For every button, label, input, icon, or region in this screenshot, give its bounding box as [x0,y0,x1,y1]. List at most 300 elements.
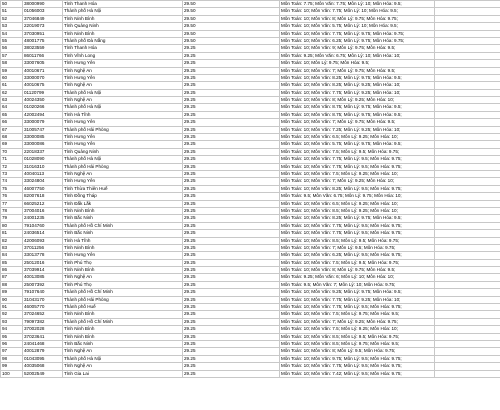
cell-subject-scores[interactable]: Môn Toán: 10; Môn Văn: 6.5; Môn Lý: 9.25; Môn Hóa: 10; [280,134,435,141]
cell-province[interactable]: Tỉnh Hưng Yên [63,178,183,185]
cell-empty[interactable] [435,148,500,155]
cell-total-score[interactable]: 29.25 [183,348,280,355]
cell-candidate-id[interactable]: 40013085 [23,274,63,281]
cell-empty[interactable] [435,141,500,148]
cell-candidate-id[interactable]: 33024804 [23,178,63,185]
cell-province[interactable]: Tỉnh Hà Tĩnh [63,111,183,118]
cell-empty[interactable] [435,289,500,296]
cell-total-score[interactable]: 29.25 [183,170,280,177]
cell-subject-scores[interactable]: Môn Toán: 10; Môn Văn: 7; Môn Lý: 9.75; Môn Hóa: 9.5; [280,67,435,74]
cell-subject-scores[interactable]: Môn Toán: 10; Môn Văn: 7.75; Môn Lý: 9.25; Môn Hóa: 10; [280,89,435,96]
cell-empty[interactable] [435,45,500,52]
cell-province[interactable]: Thành phố Hồ Chí Minh [63,222,183,229]
cell-subject-scores[interactable]: Môn Toán: 10; Môn Văn: 8.75; Môn Lý: 9.75; Môn Hóa: 9.5; [280,104,435,111]
cell-rank[interactable]: 99 [1,363,23,370]
cell-total-score[interactable]: 29.25 [183,215,280,222]
cell-subject-scores[interactable]: Môn Toán: 10; Môn Văn: 7.75; Môn Lý: 9.5; Môn Hóa: 9.75; [280,222,435,229]
cell-subject-scores[interactable]: Môn Toán: 9.5; Môn Văn: 7; Môn Lý: 10; Môn Hóa: 9.75; [280,281,435,288]
cell-subject-scores[interactable]: Môn Toán: 10; Môn Văn: 8; Môn Lý: 9.75; Môn Hóa: 9.5; [280,267,435,274]
cell-empty[interactable] [435,74,500,81]
cell-candidate-id[interactable]: 46005770 [23,304,63,311]
cell-empty[interactable] [435,215,500,222]
cell-empty[interactable] [435,333,500,340]
cell-total-score[interactable]: 29.25 [183,111,280,118]
cell-rank[interactable]: 69 [1,141,23,148]
cell-rank[interactable]: 78 [1,207,23,214]
cell-subject-scores[interactable]: Môn Toán: 9.5; Môn Văn: 6.75; Môn Lý: 9.75; Môn Hóa: 10; [280,193,435,200]
cell-total-score[interactable]: 29.25 [183,141,280,148]
cell-province[interactable]: Tỉnh Đồng Tháp [63,193,183,200]
cell-empty[interactable] [435,222,500,229]
cell-subject-scores[interactable]: Môn Toán: 10; Môn Văn: 7.5; Môn Lý: 9.5; Môn Hóa: 9.75; [280,259,435,266]
cell-total-score[interactable]: 29.25 [183,296,280,303]
cell-province[interactable]: Thành phố Hà Nội [63,104,183,111]
cell-empty[interactable] [435,370,500,377]
cell-subject-scores[interactable]: Môn Toán: 10; Môn Văn: 6.25; Môn Lý: 9.5; Môn Hóa: 9.75; [280,252,435,259]
cell-subject-scores[interactable]: Môn Toán: 10; Môn Văn: 7.75; Môn Lý: 9.25; Môn Hóa: 10; [280,296,435,303]
cell-rank[interactable]: 72 [1,163,23,170]
cell-subject-scores[interactable]: Môn Toán: 10; Môn Văn: 5.75; Môn Lý: 9.75; Môn Hóa: 9.5; [280,141,435,148]
cell-rank[interactable]: 74 [1,178,23,185]
cell-candidate-id[interactable]: 79104760 [23,222,63,229]
cell-total-score[interactable]: 29.25 [183,200,280,207]
cell-total-score[interactable]: 29.25 [183,148,280,155]
cell-total-score[interactable]: 29.25 [183,222,280,229]
cell-empty[interactable] [435,111,500,118]
cell-candidate-id[interactable]: 38023559 [23,45,63,52]
cell-province[interactable]: Tỉnh Hưng Yên [63,74,183,81]
cell-candidate-id[interactable]: 01020266 [23,104,63,111]
cell-candidate-id[interactable]: 37011256 [23,244,63,251]
cell-empty[interactable] [435,30,500,37]
cell-total-score[interactable]: 29.50 [183,15,280,22]
cell-subject-scores[interactable]: Môn Toán: 10; Môn Văn: 7.5; Môn Lý: 9.25; Môn Hóa: 10; [280,170,435,177]
cell-rank[interactable]: 94 [1,326,23,333]
cell-province[interactable]: Thành phố Hải Phòng [63,163,183,170]
cell-candidate-id[interactable]: 37030951 [23,30,63,37]
cell-empty[interactable] [435,1,500,8]
cell-total-score[interactable]: 29.25 [183,363,280,370]
cell-province[interactable]: Tỉnh Hưng Yên [63,141,183,148]
cell-candidate-id[interactable]: 25007392 [23,281,63,288]
cell-empty[interactable] [435,267,500,274]
cell-subject-scores[interactable]: Môn Toán: 10; Môn Văn: 7.42; Môn Lý: 9.5; Môn Hóa: 9.75; [280,370,435,377]
cell-empty[interactable] [435,119,500,126]
cell-rank[interactable]: 90 [1,296,23,303]
cell-rank[interactable]: 98 [1,355,23,362]
cell-rank[interactable]: 80 [1,222,23,229]
cell-province[interactable]: Tỉnh Ninh Bình [63,30,183,37]
cell-candidate-id[interactable]: 40035068 [23,363,63,370]
cell-province[interactable]: Tỉnh Ninh Bình [63,244,183,251]
cell-total-score[interactable]: 29.25 [183,304,280,311]
cell-subject-scores[interactable]: Môn Toán: 10; Môn Văn: 7.75; Môn Lý: 9.5; Môn Hóa: 9.75; [280,163,435,170]
cell-empty[interactable] [435,15,500,22]
cell-total-score[interactable]: 29.25 [183,89,280,96]
cell-rank[interactable]: 73 [1,170,23,177]
cell-candidate-id[interactable]: 37023641 [23,333,63,340]
cell-subject-scores[interactable]: Môn Toán: 10; Môn Văn: 8.25; Môn Lý: 9.75; Môn Hóa: 9.5; [280,215,435,222]
cell-province[interactable]: Thành phố Hà Nội [63,156,183,163]
cell-total-score[interactable]: 29.25 [183,82,280,89]
cell-candidate-id[interactable]: 01043095 [23,355,63,362]
cell-candidate-id[interactable]: 33000086 [23,141,63,148]
cell-candidate-id[interactable]: 31016310 [23,163,63,170]
cell-province[interactable]: Tỉnh Nghệ An [63,363,183,370]
cell-empty[interactable] [435,193,500,200]
cell-candidate-id[interactable]: 33000085 [23,134,63,141]
cell-total-score[interactable]: 29.25 [183,259,280,266]
cell-subject-scores[interactable]: Môn Toán: 10; Môn Văn: 8; Môn Lý: 9.75; Môn Hóa: 9.75; [280,15,435,22]
cell-total-score[interactable]: 29.25 [183,355,280,362]
cell-empty[interactable] [435,89,500,96]
cell-province[interactable]: Tỉnh Nghệ An [63,97,183,104]
cell-candidate-id[interactable]: 31043170 [23,296,63,303]
cell-subject-scores[interactable]: Môn Toán: 7.75; Môn Văn: 7.75; Môn Lý: 10; Môn Hóa: 9.5; [280,1,435,8]
cell-empty[interactable] [435,326,500,333]
cell-rank[interactable]: 71 [1,156,23,163]
cell-empty[interactable] [435,311,500,318]
cell-candidate-id[interactable]: 86011766 [23,52,63,59]
cell-subject-scores[interactable]: Môn Toán: 10; Môn Văn: 7.75; Môn Lý: 9.5; Môn Hóa: 9.75; [280,304,435,311]
cell-empty[interactable] [435,170,500,177]
cell-total-score[interactable]: 29.25 [183,370,280,377]
cell-empty[interactable] [435,8,500,15]
cell-rank[interactable]: 88 [1,281,23,288]
cell-province[interactable]: Tỉnh Hưng Yên [63,134,183,141]
cell-total-score[interactable]: 29.25 [183,289,280,296]
cell-empty[interactable] [435,200,500,207]
cell-province[interactable]: Thành phố Hải Phòng [63,126,183,133]
cell-candidate-id[interactable]: 24036514 [23,230,63,237]
cell-total-score[interactable]: 29.50 [183,23,280,30]
cell-subject-scores[interactable]: Môn Toán: 10; Môn Văn: 7.75; Môn Lý: 10; Môn Hóa: 9.5; [280,8,435,15]
cell-total-score[interactable]: 29.25 [183,178,280,185]
cell-total-score[interactable]: 29.25 [183,156,280,163]
cell-province[interactable]: Tỉnh Quảng Ninh [63,23,183,30]
cell-rank[interactable]: 81 [1,230,23,237]
cell-candidate-id[interactable]: 42002494 [23,111,63,118]
cell-total-score[interactable]: 29.25 [183,244,280,251]
cell-empty[interactable] [435,318,500,325]
cell-province[interactable]: Tỉnh Thanh Hóa [63,45,183,52]
cell-rank[interactable]: 77 [1,200,23,207]
cell-subject-scores[interactable]: Môn Toán: 10; Môn Văn: 9.25; Môn Lý: 9.75; Môn Hóa: 9.5; [280,289,435,296]
cell-rank[interactable]: 92 [1,311,23,318]
cell-candidate-id[interactable]: 33000079 [23,119,63,126]
cell-rank[interactable]: 55 [1,37,23,44]
cell-candidate-id[interactable]: 38000990 [23,1,63,8]
cell-province[interactable]: Tỉnh Hà Tĩnh [63,237,183,244]
cell-total-score[interactable]: 29.25 [183,207,280,214]
cell-province[interactable]: Thành phố Hải Phòng [63,296,183,303]
cell-total-score[interactable]: 29.25 [183,267,280,274]
cell-province[interactable]: Tỉnh Nghệ An [63,274,183,281]
cell-candidate-id[interactable]: 40010675 [23,82,63,89]
cell-empty[interactable] [435,348,500,355]
cell-rank[interactable]: 65 [1,111,23,118]
cell-total-score[interactable]: 29.50 [183,1,280,8]
cell-subject-scores[interactable]: Môn Toán: 10; Môn Lý: 9.75; Môn Hóa: 9.5; [280,60,435,67]
cell-rank[interactable]: 62 [1,89,23,96]
cell-rank[interactable]: 87 [1,274,23,281]
cell-province[interactable]: Tỉnh Vĩnh Long [63,52,183,59]
cell-rank[interactable]: 61 [1,82,23,89]
cell-total-score[interactable]: 29.25 [183,45,280,52]
cell-empty[interactable] [435,252,500,259]
cell-subject-scores[interactable]: Môn Toán: 9.25; Môn Văn: 6; Môn Lý: 10; Môn Hóa: 10; [280,274,435,281]
cell-province[interactable]: Tỉnh Phú Thọ [63,281,183,288]
cell-rank[interactable]: 75 [1,185,23,192]
cell-candidate-id[interactable]: 24041468 [23,340,63,347]
cell-candidate-id[interactable]: 37024652 [23,311,63,318]
cell-candidate-id[interactable]: 37046849 [23,15,63,22]
cell-total-score[interactable]: 29.25 [183,230,280,237]
cell-province[interactable]: Tỉnh Hưng Yên [63,119,183,126]
cell-total-score[interactable]: 29.25 [183,185,280,192]
cell-total-score[interactable]: 29.25 [183,333,280,340]
cell-province[interactable]: Tỉnh Nghệ An [63,170,183,177]
cell-rank[interactable]: 51 [1,8,23,15]
cell-province[interactable]: Thành phố Huế [63,304,183,311]
cell-candidate-id[interactable]: 01028090 [23,156,63,163]
cell-province[interactable]: Thành phố Hà Nội [63,89,183,96]
cell-rank[interactable]: 56 [1,45,23,52]
cell-province[interactable]: Tỉnh Ninh Bình [63,333,183,340]
cell-province[interactable]: Tỉnh Ninh Bình [63,267,183,274]
cell-subject-scores[interactable]: Môn Toán: 10; Môn Văn: 7.75; Môn Lý: 9.75; Môn Hóa: 9.75; [280,30,435,37]
cell-province[interactable]: Thành phố Đà Nẵng [63,37,183,44]
cell-subject-scores[interactable]: Môn Toán: 10; Môn Văn: 7.75; Môn Lý: 9.5; Môn Hóa: 9.75; [280,156,435,163]
cell-candidate-id[interactable]: 40012879 [23,348,63,355]
cell-total-score[interactable]: 29.25 [183,281,280,288]
cell-province[interactable]: Tỉnh Bắc Ninh [63,215,183,222]
cell-subject-scores[interactable]: Môn Toán: 10; Môn Văn: 6.5; Môn Lý: 9.25; Môn Hóa: 10; [280,200,435,207]
cell-rank[interactable]: 53 [1,23,23,30]
cell-empty[interactable] [435,363,500,370]
cell-candidate-id[interactable]: 33000070 [23,74,63,81]
cell-rank[interactable]: 68 [1,134,23,141]
cell-total-score[interactable]: 29.50 [183,30,280,37]
cell-candidate-id[interactable]: 42006093 [23,237,63,244]
cell-subject-scores[interactable]: Môn Toán: 10; Môn Văn: 7; Môn Lý: 9.75; Môn Hóa: 9.5; [280,119,435,126]
cell-province[interactable]: Tỉnh Thừa Thiên Huế [63,185,183,192]
cell-total-score[interactable]: 29.25 [183,97,280,104]
cell-total-score[interactable]: 29.25 [183,326,280,333]
cell-subject-scores[interactable]: Môn Toán: 10; Môn Văn: 7; Môn Lý: 9.5; Môn Hóa: 9.75; [280,244,435,251]
cell-province[interactable]: Thành phố Hồ Chí Minh [63,318,183,325]
cell-empty[interactable] [435,163,500,170]
cell-candidate-id[interactable]: 25012016 [23,259,63,266]
cell-candidate-id[interactable]: 79107640 [23,289,63,296]
cell-province[interactable]: Tỉnh Gia Lai [63,370,183,377]
cell-empty[interactable] [435,104,500,111]
cell-total-score[interactable]: 29.25 [183,318,280,325]
cell-province[interactable]: Tỉnh Hưng Yên [63,252,183,259]
cell-candidate-id[interactable]: 46007750 [23,185,63,192]
cell-province[interactable]: Thành phố Hà Nội [63,355,183,362]
cell-candidate-id[interactable]: 22018337 [23,148,63,155]
cell-candidate-id[interactable]: 66025212 [23,200,63,207]
cell-candidate-id[interactable]: 40040113 [23,170,63,177]
cell-rank[interactable]: 54 [1,30,23,37]
cell-subject-scores[interactable]: Môn Toán: 10; Môn Văn: 8.25; Môn Lý: 9.25; Môn Hóa: 10; [280,82,435,89]
cell-subject-scores[interactable]: Môn Toán: 10; Môn Văn: 7.75; Môn Lý: 9.5; Môn Hóa: 9.75; [280,230,435,237]
cell-total-score[interactable]: 29.25 [183,60,280,67]
cell-province[interactable]: Tỉnh Nghệ An [63,348,183,355]
cell-empty[interactable] [435,82,500,89]
cell-empty[interactable] [435,244,500,251]
cell-candidate-id[interactable]: 40010671 [23,67,63,74]
cell-rank[interactable]: 85 [1,259,23,266]
cell-candidate-id[interactable]: 37039914 [23,267,63,274]
cell-empty[interactable] [435,274,500,281]
cell-empty[interactable] [435,23,500,30]
cell-candidate-id[interactable]: 33013778 [23,252,63,259]
cell-candidate-id[interactable]: 79097382 [23,318,63,325]
cell-candidate-id[interactable]: 37004016 [23,207,63,214]
cell-rank[interactable]: 83 [1,244,23,251]
cell-subject-scores[interactable]: Môn Toán: 10; Môn Văn: 9; Môn Lý: 9.75; Môn Hóa: 9.5; [280,45,435,52]
cell-total-score[interactable]: 29.25 [183,104,280,111]
cell-province[interactable]: Tỉnh Nghệ An [63,67,183,74]
cell-rank[interactable]: 91 [1,304,23,311]
cell-total-score[interactable]: 29.50 [183,37,280,44]
cell-subject-scores[interactable]: Môn Toán: 10; Môn Văn: 8.5; Môn Lý: 9.5; Môn Hóa: 9.75; [280,237,435,244]
cell-candidate-id[interactable]: 31005747 [23,126,63,133]
cell-candidate-id[interactable]: 48001775 [23,37,63,44]
cell-empty[interactable] [435,97,500,104]
cell-rank[interactable]: 82 [1,237,23,244]
cell-total-score[interactable]: 29.25 [183,126,280,133]
cell-empty[interactable] [435,52,500,59]
cell-province[interactable]: Tỉnh Bắc Ninh [63,340,183,347]
cell-subject-scores[interactable]: Môn Toán: 10; Môn Văn: 8.25; Môn Lý: 9.75; Môn Hóa: 9.5; [280,74,435,81]
cell-empty[interactable] [435,178,500,185]
cell-rank[interactable]: 58 [1,60,23,67]
cell-subject-scores[interactable]: Môn Toán: 10; Môn Văn: 7.75; Môn Lý: 9.5; Môn Hóa: 9.75; [280,363,435,370]
cell-total-score[interactable]: 29.25 [183,311,280,318]
cell-total-score[interactable]: 29.25 [183,193,280,200]
cell-subject-scores[interactable]: Môn Toán: 10; Môn Văn: 7.25; Môn Lý: 9.25; Môn Hóa: 10; [280,126,435,133]
cell-rank[interactable]: 66 [1,119,23,126]
cell-empty[interactable] [435,237,500,244]
cell-province[interactable]: Thành phố Hồ Chí Minh [63,289,183,296]
cell-total-score[interactable]: 29.25 [183,340,280,347]
cell-total-score[interactable]: 29.25 [183,252,280,259]
cell-empty[interactable] [435,67,500,74]
cell-rank[interactable]: 52 [1,15,23,22]
cell-rank[interactable]: 100 [1,370,23,377]
cell-subject-scores[interactable]: Môn Toán: 10; Môn Văn: 9.75; Môn Lý: 9.5; Môn Hóa: 9.75; [280,355,435,362]
cell-province[interactable]: Tỉnh Đắk Lắk [63,200,183,207]
cell-rank[interactable]: 93 [1,318,23,325]
cell-rank[interactable]: 97 [1,348,23,355]
cell-province[interactable]: Tỉnh Nghệ An [63,82,183,89]
cell-empty[interactable] [435,60,500,67]
cell-rank[interactable]: 86 [1,267,23,274]
cell-empty[interactable] [435,185,500,192]
cell-empty[interactable] [435,156,500,163]
cell-province[interactable]: Tỉnh Thanh Hóa [63,1,183,8]
cell-subject-scores[interactable]: Môn Toán: 10; Môn Văn: 8.5; Môn Lý: 9.25; Môn Hóa: 10; [280,207,435,214]
cell-rank[interactable]: 95 [1,333,23,340]
cell-candidate-id[interactable]: 82007618 [23,193,63,200]
cell-subject-scores[interactable]: Môn Toán: 10; Môn Văn: 8; Môn Lý: 9.5; Môn Hóa: 9.75; [280,348,435,355]
cell-subject-scores[interactable]: Môn Toán: 9.25; Môn Văn: 6.75; Môn Lý: 10; Môn Hóa: 10; [280,52,435,59]
cell-subject-scores[interactable]: Môn Toán: 10; Môn Văn: 8; Môn Lý: 9.25; Môn Hóa: 10; [280,97,435,104]
cell-empty[interactable] [435,304,500,311]
cell-empty[interactable] [435,230,500,237]
cell-candidate-id[interactable]: 33007605 [23,60,63,67]
cell-total-score[interactable]: 29.50 [183,8,280,15]
cell-empty[interactable] [435,340,500,347]
cell-rank[interactable]: 59 [1,67,23,74]
cell-empty[interactable] [435,259,500,266]
cell-empty[interactable] [435,134,500,141]
cell-subject-scores[interactable]: Môn Toán: 10; Môn Văn: 7; Môn Lý: 9.25; Môn Hóa: 9.75; [280,318,435,325]
cell-province[interactable]: Tỉnh Ninh Bình [63,15,183,22]
cell-rank[interactable]: 70 [1,148,23,155]
cell-province[interactable]: Thành phố Hà Nội [63,8,183,15]
cell-subject-scores[interactable]: Môn Toán: 10; Môn Văn: 8.25; Môn Lý: 9.5; Môn Hóa: 9.75; [280,185,435,192]
cell-subject-scores[interactable]: Môn Toán: 10; Môn Văn: 6.25; Môn Lý: 9.75; Môn Hóa: 9.75; [280,37,435,44]
cell-total-score[interactable]: 29.25 [183,163,280,170]
cell-subject-scores[interactable]: Môn Toán: 10; Môn Văn: 8.75; Môn Lý: 9.75; Môn Hóa: 9.5; [280,111,435,118]
cell-rank[interactable]: 79 [1,215,23,222]
cell-total-score[interactable]: 29.25 [183,119,280,126]
cell-candidate-id[interactable]: 22019073 [23,23,63,30]
cell-candidate-id[interactable]: 52002549 [23,370,63,377]
cell-empty[interactable] [435,355,500,362]
cell-rank[interactable]: 50 [1,1,23,8]
cell-subject-scores[interactable]: Môn Toán: 10; Môn Văn: 7; Môn Lý: 9.25; Môn Hóa: 10; [280,178,435,185]
cell-empty[interactable] [435,281,500,288]
cell-rank[interactable]: 64 [1,104,23,111]
cell-rank[interactable]: 76 [1,193,23,200]
cell-subject-scores[interactable]: Môn Toán: 10; Môn Văn: 7.5; Môn Lý: 9.75; Môn Hóa: 9.5; [280,311,435,318]
cell-rank[interactable]: 57 [1,52,23,59]
cell-total-score[interactable]: 29.25 [183,74,280,81]
cell-empty[interactable] [435,296,500,303]
cell-total-score[interactable]: 29.25 [183,274,280,281]
cell-total-score[interactable]: 29.25 [183,52,280,59]
cell-candidate-id[interactable]: 01120799 [23,89,63,96]
cell-subject-scores[interactable]: Môn Toán: 10; Môn Văn: 7.5; Môn Lý: 9.25; Môn Hóa: 10; [280,326,435,333]
cell-candidate-id[interactable]: 24001235 [23,215,63,222]
cell-province[interactable]: Tỉnh Phú Thọ [63,259,183,266]
cell-candidate-id[interactable]: 40024350 [23,97,63,104]
cell-total-score[interactable]: 29.25 [183,134,280,141]
cell-subject-scores[interactable]: Môn Toán: 10; Môn Văn: 8.5; Môn Lý: 9.5; Môn Hóa: 9.75; [280,333,435,340]
cell-candidate-id[interactable]: 01056003 [23,8,63,15]
cell-province[interactable]: Tỉnh Quảng Ninh [63,148,183,155]
cell-province[interactable]: Tỉnh Ninh Bình [63,207,183,214]
cell-empty[interactable] [435,126,500,133]
cell-total-score[interactable]: 29.25 [183,67,280,74]
cell-rank[interactable]: 96 [1,340,23,347]
cell-province[interactable]: Tỉnh Bắc Ninh [63,230,183,237]
cell-province[interactable]: Tỉnh Hưng Yên [63,60,183,67]
cell-province[interactable]: Tỉnh Ninh Bình [63,311,183,318]
cell-rank[interactable]: 89 [1,289,23,296]
cell-subject-scores[interactable]: Môn Toán: 10; Môn Văn: 8.5; Môn Lý: 9.75; Môn Hóa: 9.5; [280,340,435,347]
cell-total-score[interactable]: 29.25 [183,237,280,244]
cell-subject-scores[interactable]: Môn Toán: 10; Môn Văn: 5.75; Môn Lý: 10; Môn Hóa: 9.5; [280,23,435,30]
cell-rank[interactable]: 67 [1,126,23,133]
cell-subject-scores[interactable]: Môn Toán: 10; Môn Văn: 7.5; Môn Lý: 9.5; Môn Hóa: 9.75; [280,148,435,155]
cell-empty[interactable] [435,207,500,214]
